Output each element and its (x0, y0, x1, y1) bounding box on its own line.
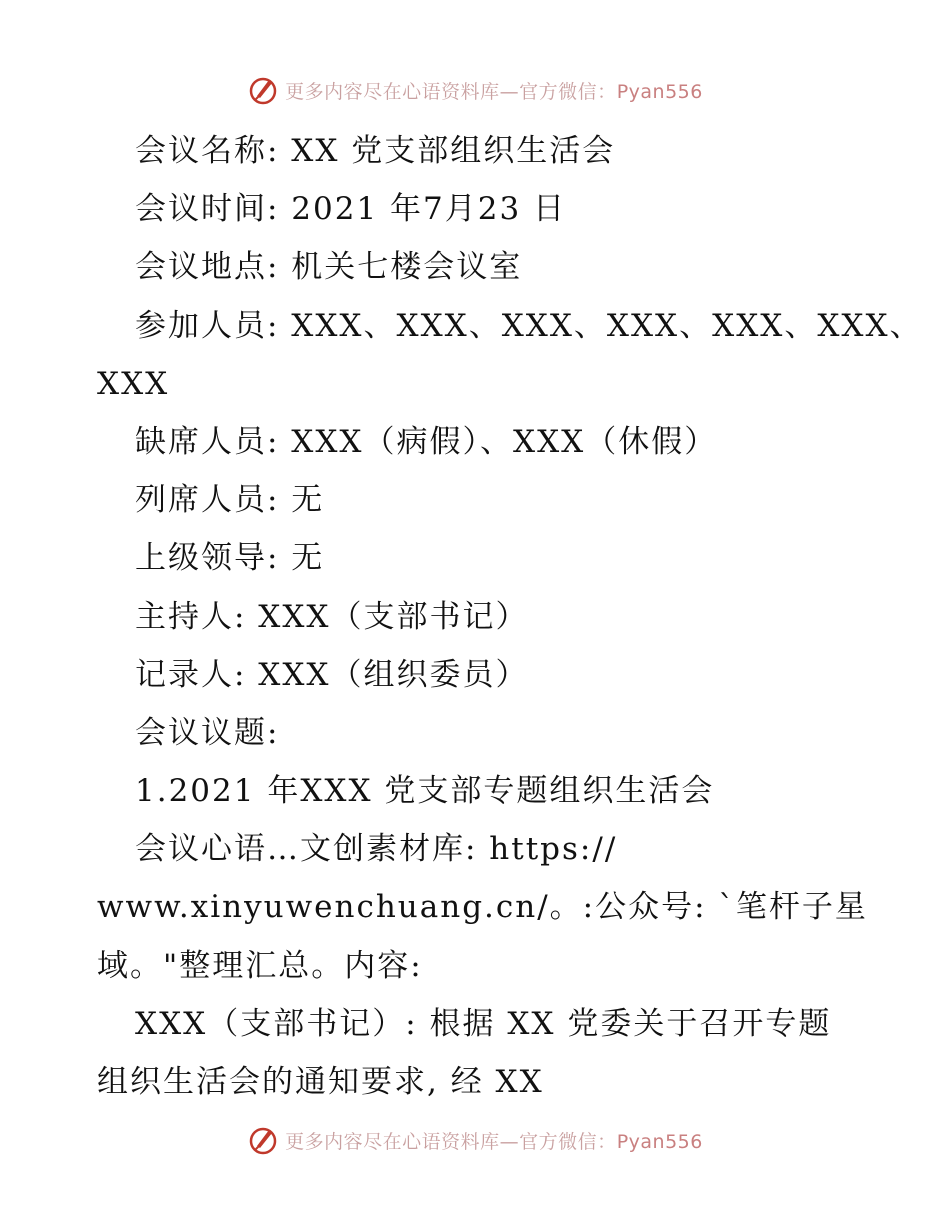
banner-account: Pyan556 (616, 1130, 703, 1153)
banner-dash: — (499, 80, 520, 103)
banner-main-text: 更多内容尽在心语资料库 (285, 80, 500, 103)
observers-line: 列席人员: 无 (135, 482, 325, 519)
meeting-time-line: 会议时间: 2021 年7月23 日 (135, 191, 567, 228)
banner-main-text: 更多内容尽在心语资料库 (285, 1130, 500, 1153)
agenda-heading-line: 会议议题: (135, 714, 280, 751)
content-heading-line: 域。"整理汇总。内容: (97, 947, 423, 984)
banner-text (285, 77, 703, 104)
content-source-line: 会议心语…文创素材库: https:// (135, 831, 618, 868)
footer-watermark-banner (0, 1120, 950, 1160)
attendees-line: 参加人员: XXX、XXX、XXX、XXX、XXX、XXX、 (135, 307, 923, 344)
attendees-continuation-line: XXX (97, 365, 170, 402)
agenda-item-line: 1.2021 年XXX 党支部专题组织生活会 (135, 773, 715, 810)
host-line: 主持人: XXX（支部书记） (135, 598, 529, 635)
quill-logo-icon (247, 74, 279, 106)
content-source-continuation-line: www.xinyuwenchuang.cn/。:公众号: `笔杆子星 (97, 889, 868, 926)
absentees-line: 缺席人员: XXX（病假）、XXX（休假） (135, 423, 718, 460)
speech-paragraph-continuation-line: 组织生活会的通知要求, 经 XX (97, 1064, 544, 1100)
recorder-line: 记录人: XXX（组织委员） (135, 656, 529, 693)
meeting-name-line: 会议名称: XX 党支部组织生活会 (135, 133, 616, 169)
banner-dash: — (499, 1130, 520, 1153)
speech-paragraph-line: XXX（支部书记）: 根据 XX 党委关于召开专题 (135, 1005, 832, 1042)
superior-leader-line: 上级领导: 无 (135, 540, 325, 577)
banner-wechat-label: 官方微信： (519, 1130, 617, 1153)
banner-text (285, 1127, 703, 1154)
meeting-location-line: 会议地点: 机关七楼会议室 (135, 249, 523, 286)
banner-account: Pyan556 (616, 80, 703, 103)
banner-wechat-label: 官方微信： (519, 80, 617, 103)
header-watermark-banner (0, 70, 950, 110)
document-body (97, 122, 923, 1111)
quill-logo-icon (247, 1124, 279, 1156)
